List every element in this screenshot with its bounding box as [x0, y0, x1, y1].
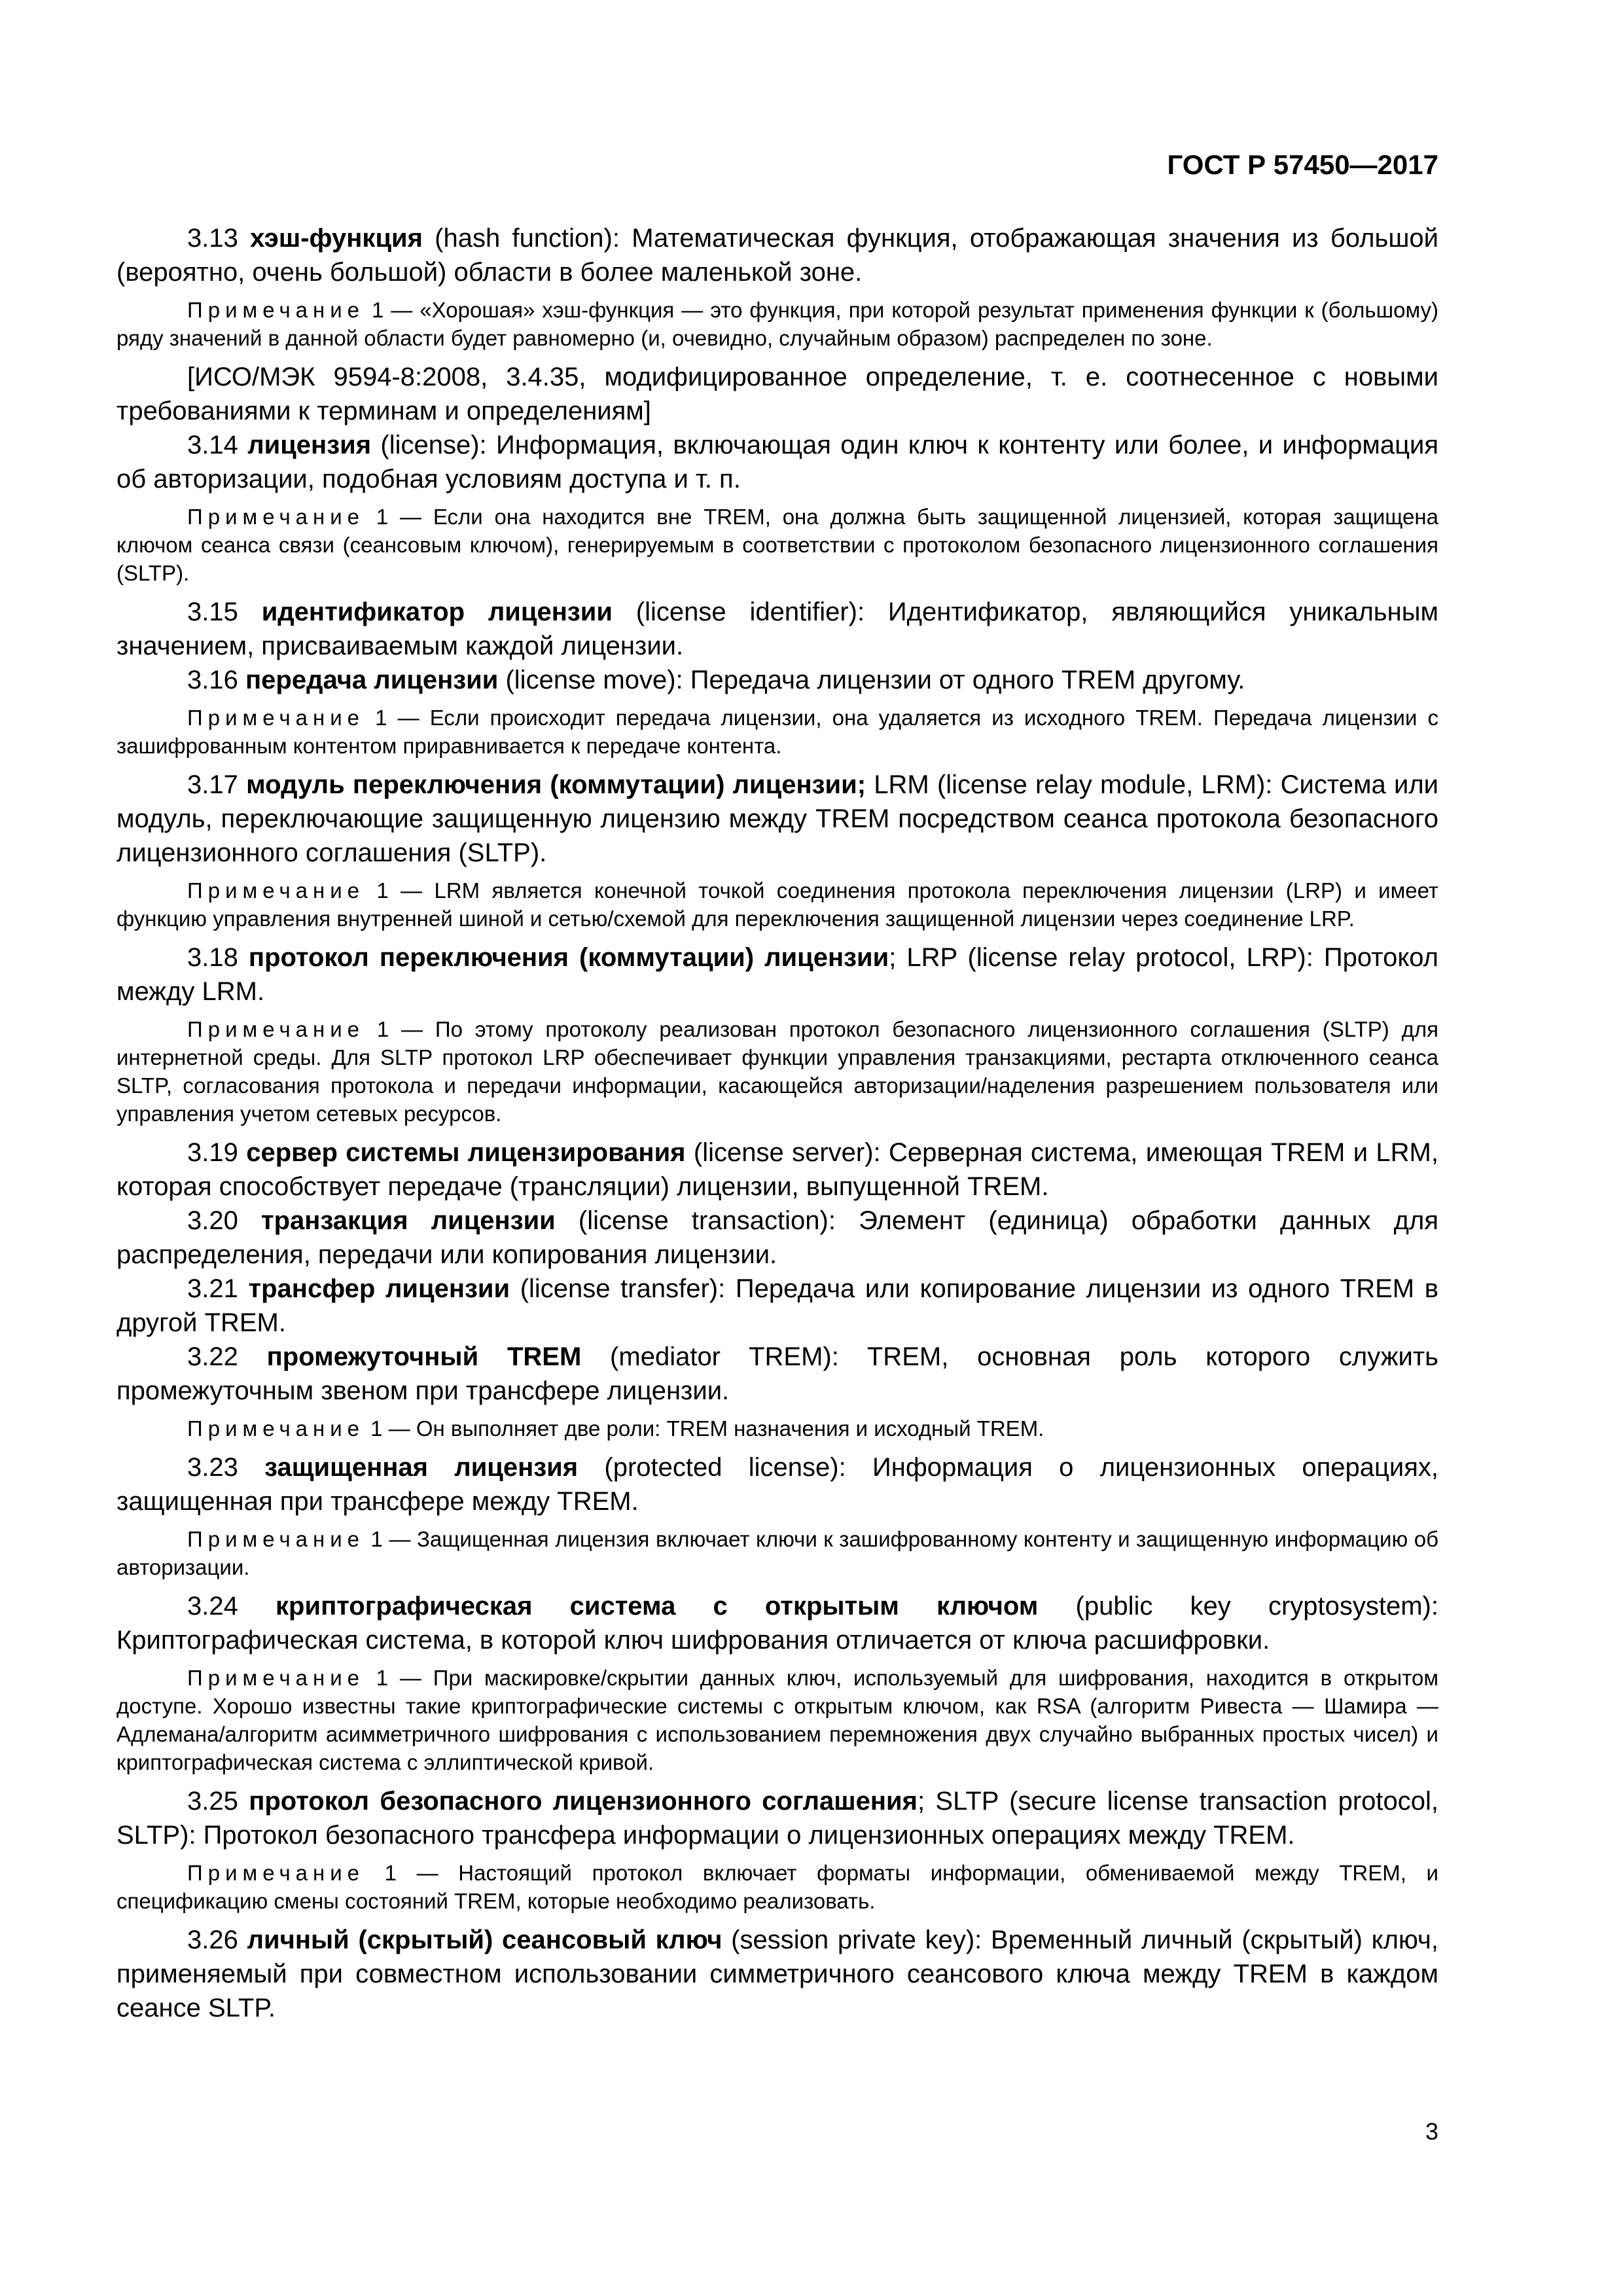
term-definition: LRM (license relay module, LRM): Система или модуль, переключающие защищенную лицензию между TREM посредством сеанса протокола безопасного лицензионного соглашения (SLTP).	[116, 770, 1439, 867]
note-3-24	[116, 1664, 1438, 1776]
term-name: криптографическая система с открытым ключом	[276, 1592, 1039, 1621]
term-number: 3.19	[187, 1138, 238, 1167]
page-number: 3	[1425, 2118, 1438, 2145]
term-number: 3.16	[187, 666, 238, 694]
note-3-14	[116, 503, 1438, 587]
definitions-section	[116, 221, 1438, 2025]
term-definition: (license identifier): Идентификатор, являющийся уникальным значением, присваиваемым каждой лицензии.	[116, 598, 1438, 660]
term-name: идентификатор лицензии	[261, 598, 613, 626]
note-text: 1 — По этому протоколу реализован протокол безопасного лицензионного соглашения (SLTP) для интернетной среды. Для SLTP протокол LRP обеспечивает функции управления транзакциями, рестарта отключенного сеанса SLTP, согласования протокола и передачи информации, касающейся авторизации/наделения разрешением пользователя или управления учетом сетевых ресурсов.	[116, 1017, 1438, 1126]
term-name: личный (скрытый) сеансовый ключ	[247, 1926, 722, 1954]
term-name: протокол переключения (коммутации) лицензии	[248, 943, 889, 972]
note-label: Примечание	[187, 878, 365, 903]
definition-3-16	[116, 663, 1438, 697]
source-reference-3-13: [ИСО/МЭК 9594-8:2008, 3.4.35, модифицированное определение, т. е. соотнесенное с новыми требованиями к терминам и определениям]	[116, 363, 1438, 425]
term-definition: ; LRP (license relay protocol, LRP): Протокол между LRM.	[116, 943, 1438, 1006]
definition-3-25	[116, 1784, 1438, 1852]
term-name: протокол безопасного лицензионного соглашения	[249, 1787, 918, 1816]
term-number: 3.24	[187, 1592, 238, 1621]
note-3-13	[116, 296, 1438, 352]
note-text: 1 — Он выполняет две роли: TREM назначения и исходный TREM.	[365, 1416, 1044, 1441]
note-label: Примечание	[187, 1666, 365, 1690]
term-definition: (license move): Передача лицензии от одного TREM другому.	[498, 666, 1245, 694]
definition-3-21	[116, 1272, 1438, 1340]
note-label: Примечание	[187, 298, 365, 322]
definition-3-23	[116, 1450, 1438, 1518]
note-3-18	[116, 1015, 1438, 1128]
note-3-23	[116, 1525, 1438, 1581]
term-number: 3.18	[187, 943, 238, 972]
term-number: 3.22	[187, 1342, 238, 1371]
note-text: 1 — Если она находится вне TREM, она должна быть защищенной лицензией, которая защищена ключом сеанса связи (сеансовым ключом), генерируемым в соответствии с протоколом безопасного лицензионного соглашения (SLTP).	[116, 505, 1438, 585]
definition-3-15	[116, 595, 1438, 663]
term-name: передача лицензии	[245, 666, 499, 694]
note-label: Примечание	[187, 706, 365, 730]
note-text: 1 — Если происходит передача лицензии, она удаляется из исходного TREM. Передача лицензии с зашифрованным контентом приравнивается к передаче контента.	[116, 706, 1438, 758]
note-3-22	[116, 1414, 1438, 1443]
term-name: промежуточный TREM	[266, 1342, 582, 1371]
term-name: сервер системы лицензирования	[246, 1138, 686, 1167]
term-name: трансфер лицензии	[248, 1274, 510, 1303]
note-text: 1 — «Хорошая» хэш-функция — это функция, при которой результат применения функции к (большому) ряду значений в данной области будет равномерно (и, очевидно, случайным образом) распределен по зоне.	[116, 298, 1438, 350]
term-name: защищенная лицензия	[264, 1453, 579, 1482]
term-name: хэш-функция	[250, 224, 423, 253]
definition-3-22	[116, 1340, 1438, 1408]
term-definition: ; SLTP (secure license transaction protocol, SLTP): Протокол безопасного трансфера информации о лицензионных операциях между TREM.	[116, 1787, 1438, 1850]
note-label: Примечание	[187, 505, 365, 529]
term-definition: (license server): Серверная система, имеющая TREM и LRM, которая способствует передаче (трансляции) лицензии, выпущенной TREM.	[116, 1138, 1438, 1201]
term-number: 3.21	[187, 1274, 238, 1303]
definition-3-18	[116, 941, 1438, 1009]
note-text: 1 — LRM является конечной точкой соединения протокола переключения лицензии (LRP) и имеет функцию управления внутренней шиной и сетью/схемой для переключения защищенной лицензии через соединение LRP.	[116, 878, 1438, 931]
term-number: 3.26	[187, 1926, 238, 1954]
term-definition: (public key cryptosystem): Криптографическая система, в которой ключ шифрования отличается от ключа расшифровки.	[116, 1592, 1438, 1655]
definition-3-19	[116, 1136, 1438, 1204]
definition-3-20	[116, 1204, 1438, 1272]
note-label: Примечание	[187, 1017, 365, 1041]
term-number: 3.17	[187, 770, 238, 799]
note-text: 1 — Настоящий протокол включает форматы информации, обмениваемой между TREM, и спецификацию смены состояний TREM, которые необходимо реализовать.	[116, 1861, 1438, 1913]
term-definition: (license): Информация, включающая один ключ к контенту или более, и информация об авторизации, подобная условиям доступа и т. п.	[116, 431, 1438, 493]
term-definition: (session private key): Временный личный (скрытый) ключ, применяемый при совместном использовании симметричного сеансового ключа между TREM в каждом сеансе SLTP.	[116, 1926, 1438, 2022]
note-3-16	[116, 704, 1438, 760]
term-definition: (mediator TREM): TREM, основная роль которого служить промежуточным звеном при трансфере лицензии.	[116, 1342, 1438, 1405]
term-number: 3.23	[187, 1453, 238, 1482]
term-number: 3.25	[187, 1787, 238, 1816]
term-name: модуль переключения (коммутации) лицензии;	[246, 770, 866, 799]
definition-3-14	[116, 428, 1438, 496]
note-text: 1 — Защищенная лицензия включает ключи к зашифрованному контенту и защищенную информацию об авторизации.	[116, 1527, 1438, 1579]
note-3-17	[116, 876, 1438, 933]
term-definition: (protected license): Информация о лицензионных операциях, защищенная при трансфере между TREM.	[116, 1453, 1438, 1516]
note-3-25	[116, 1859, 1438, 1915]
term-definition: (license transaction): Элемент (единица) обработки данных для распределения, передачи или копирования лицензии.	[116, 1206, 1438, 1269]
term-definition: (license transfer): Передача или копирование лицензии из одного TREM в другой TREM.	[116, 1274, 1439, 1337]
definition-3-17	[116, 768, 1438, 870]
definition-3-13	[116, 221, 1438, 289]
term-number: 3.13	[187, 224, 238, 253]
term-number: 3.15	[187, 598, 238, 626]
term-name: лицензия	[247, 431, 372, 459]
note-label: Примечание	[187, 1861, 365, 1885]
term-name: транзакция лицензии	[261, 1206, 556, 1235]
definition-3-26	[116, 1923, 1438, 2025]
definition-3-24	[116, 1589, 1438, 1657]
term-number: 3.20	[187, 1206, 238, 1235]
note-label: Примечание	[187, 1416, 365, 1441]
term-definition: (hash function): Математическая функция, отображающая значения из большой (вероятно, очень большой) области в более маленькой зоне.	[116, 224, 1438, 287]
term-number: 3.14	[187, 431, 238, 459]
note-label: Примечание	[187, 1527, 365, 1551]
document-id-header: ГОСТ Р 57450—2017	[1167, 149, 1438, 180]
note-text: 1 — При маскировке/скрытии данных ключ, используемый для шифрования, находится в открытом доступе. Хорошо известны такие криптографические системы с открытым ключом, как RSA (алгоритм Ривеста — Шамира — Адлемана/алгоритм асимметричного шифрования с использованием перемножения двух случайно выбранных простых чисел) и криптографическая система с эллиптической кривой.	[116, 1666, 1438, 1774]
